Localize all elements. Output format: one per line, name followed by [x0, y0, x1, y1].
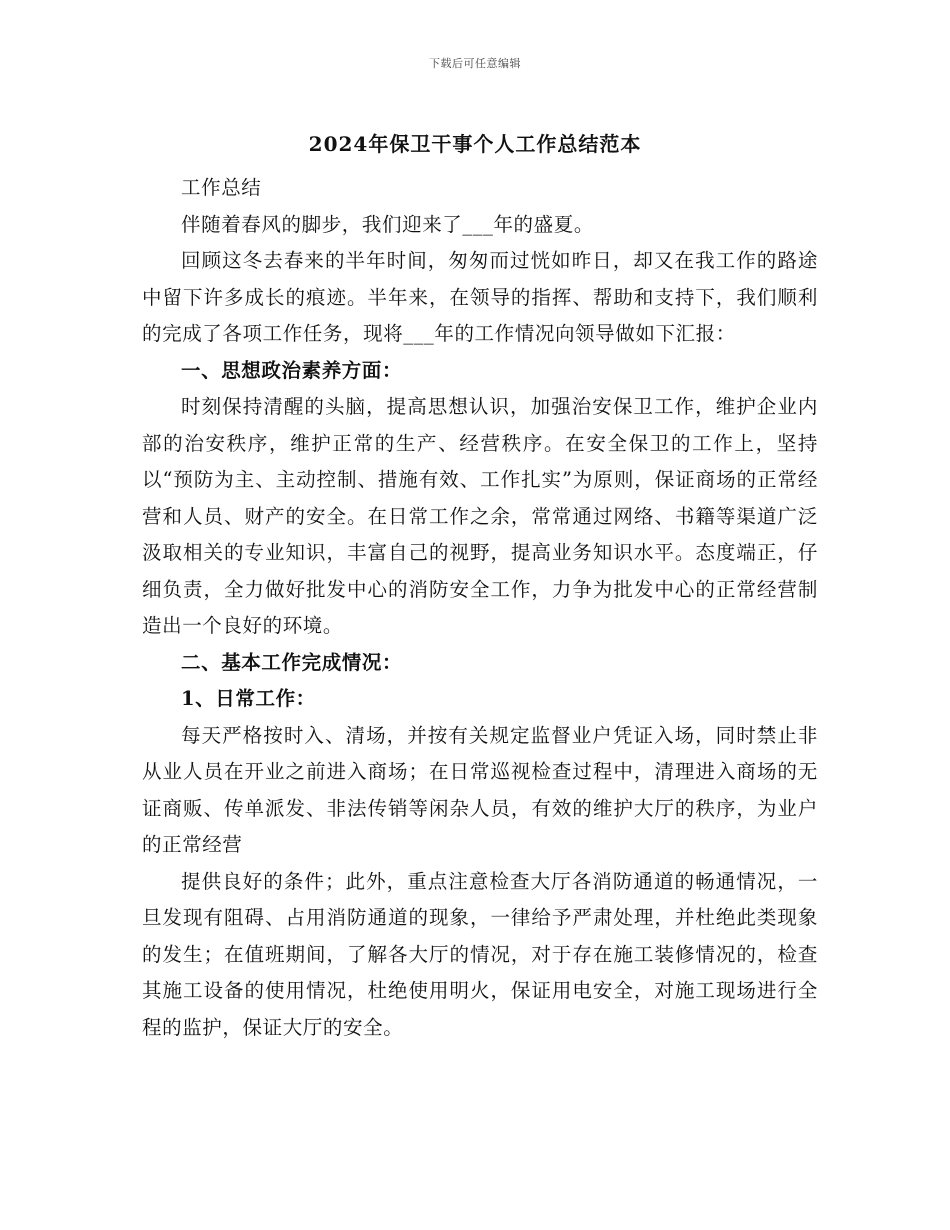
subsection-heading-daily-work: 1、日常工作：	[181, 687, 316, 710]
paragraph-daily-work: 每天严格按时入、清场，并按有关规定监督业户凭证入场，同时禁止非从业人员在开业之前进入商场；在日常巡视检查过程中，清理进入商场的无证商贩、传单派发、非法传销等闲杂人员，有效的维护大厅的秩序，为业户的正常经营	[142, 723, 818, 856]
paragraph-opening: 伴随着春风的脚步，我们迎来了___年的盛夏。	[181, 212, 594, 236]
paragraph-fire-safety: 提供良好的条件；此外，重点注意检查大厅各消防通道的畅通情况，一旦发现有阻碍、占用消防通道的现象，一律给予严肃处理，并杜绝此类现象的发生；在值班期间，了解各大厅的情况，对于存在施工装修情况的，检查其施工设备的使用情况，杜绝使用明火，保证用电安全，对施工现场进行全程的监护，保证大厅的安全。	[142, 869, 818, 1039]
paragraph-political: 时刻保持清醒的头脑，提高思想认识，加强治安保卫工作，维护企业内部的治安秩序，维护正常的生产、经营秩序。在安全保卫的工作上，坚持以“预防为主、主动控制、措施有效、工作扎实”为原则，保证商场的正常经营和人员、财产的安全。在日常工作之余，常常通过网络、书籍等渠道广泛汲取相关的专业知识，丰富自己的视野，提高业务知识水平。态度端正，仔细负责，全力做好批发中心的消防安全工作，力争为批发中心的正常经营制造出一个良好的环境。	[142, 395, 818, 637]
section-heading-political: 一、思想政治素养方面：	[181, 358, 403, 382]
document-body	[142, 170, 818, 1046]
paragraph-review: 回顾这冬去春来的半年时间，匆匆而过恍如昨日，却又在我工作的路途中留下许多成长的痕迹。半年来，在领导的指挥、帮助和支持下，我们顺利的完成了各项工作任务，现将___年的工作情况向领导做如下汇报：	[142, 249, 818, 345]
section-heading-basic-work: 二、基本工作完成情况：	[181, 650, 403, 674]
paragraph-intro-label: 工作总结	[181, 176, 262, 199]
header-note: 下载后可任意编辑	[429, 57, 521, 70]
document-title: 2024年保卫干事个人工作总结范本	[308, 132, 642, 156]
